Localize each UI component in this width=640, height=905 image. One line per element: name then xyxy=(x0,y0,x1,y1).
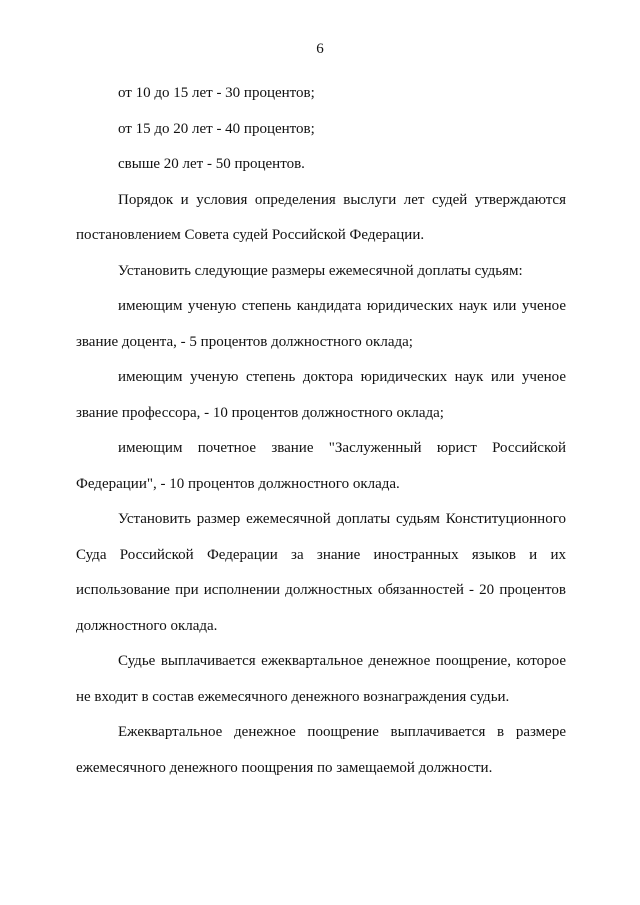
paragraph-foreign-languages: Установить размер ежемесячной доплаты судьям Конституционного Суда Российской Федерации за знание иностранных языков и их использование при исполнении должностных обязанностей - 20 процентов должностного оклада. xyxy=(76,511,566,634)
paragraph-quarterly-bonus: Судье выплачивается ежеквартальное денежное поощрение, которое не входит в состав ежемесячного денежного вознаграждения судьи. xyxy=(76,653,566,705)
paragraph-honored-lawyer: имеющим почетное звание "Заслуженный юрист Российской Федерации", - 10 процентов должностного оклада. xyxy=(76,440,566,492)
paragraph-doctor-degree: имеющим ученую степень доктора юридических наук или ученое звание профессора, - 10 процентов должностного оклада; xyxy=(76,369,566,421)
document-body xyxy=(76,76,566,786)
paragraph-monthly-supplement-intro: Установить следующие размеры ежемесячной доплаты судьям: xyxy=(118,262,523,279)
paragraph-service-15-20: от 15 до 20 лет - 40 процентов; xyxy=(118,120,315,137)
page-number: 6 xyxy=(316,41,324,57)
paragraph-candidate-degree: имеющим ученую степень кандидата юридических наук или ученое звание доцента, - 5 процентов должностного оклада; xyxy=(76,298,566,350)
paragraph-service-procedure: Порядок и условия определения выслуги лет судей утверждаются постановлением Совета судей Российской Федерации. xyxy=(76,191,566,243)
paragraph-quarterly-bonus-amount: Ежеквартальное денежное поощрение выплачивается в размере ежемесячного денежного поощрения по замещаемой должности. xyxy=(76,724,566,776)
paragraph-service-over-20: свыше 20 лет - 50 процентов. xyxy=(118,156,305,172)
paragraph-service-10-15: от 10 до 15 лет - 30 процентов; xyxy=(118,85,315,101)
